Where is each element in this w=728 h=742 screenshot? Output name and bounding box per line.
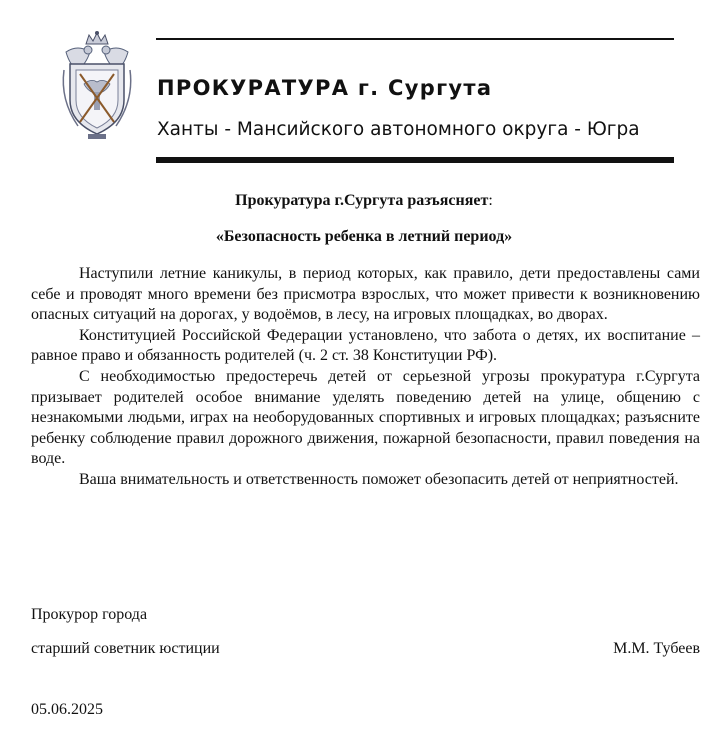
heading-main: Прокуратура г.Сургута разъясняет: [235, 192, 489, 209]
signature-position: Прокурор города: [31, 606, 148, 623]
prosecutor-emblem-icon: [56, 30, 138, 142]
paragraph: Конституцией Российской Федерации установлено, что забота о детях, их воспитание – равное право и обязанность родителей (ч. 2 ст. 38 Конституции РФ).: [31, 326, 700, 365]
paragraph: Ваша внимательность и ответственность поможет обезопасить детей от неприятностей.: [79, 470, 679, 488]
document-heading: [0, 192, 728, 210]
document-date: 05.06.2025: [31, 701, 103, 718]
org-subtitle: Ханты - Мансийского автономного округа - Югра: [157, 119, 640, 140]
signature-name: М.М. Тубеев: [613, 640, 700, 657]
header-rule-bottom: [156, 157, 674, 163]
org-title: ПРОКУРАТУРА г. Сургута: [157, 76, 493, 100]
paragraph: Наступили летние каникулы, в период которых, как правило, дети предоставлены сами себе и проводят много времени без присмотра взрослых, что может привести к возникновению опасных ситуаций на дорогах, у водоёмов, в лесу, на игровых площадках, во дворах.: [31, 265, 700, 324]
heading-colon: :: [488, 192, 493, 209]
signature-rank: старший советник юстиции: [31, 640, 220, 657]
document-body: [31, 264, 700, 491]
header-rule-top: [156, 38, 674, 40]
paragraph: С необходимостью предостеречь детей от серьезной угрозы прокуратура г.Сургута призывает родителей особое внимание уделять поведению детей на улице, общению с незнакомыми людьми, играх на необорудованных спортивных и игровых площадках; разъясните ребенку соблюдение правил дорожного движения, пожарной безопасности, правил поведения на воде.: [31, 367, 700, 468]
document-subject: «Безопасность ребенка в летний период»: [215, 228, 513, 245]
